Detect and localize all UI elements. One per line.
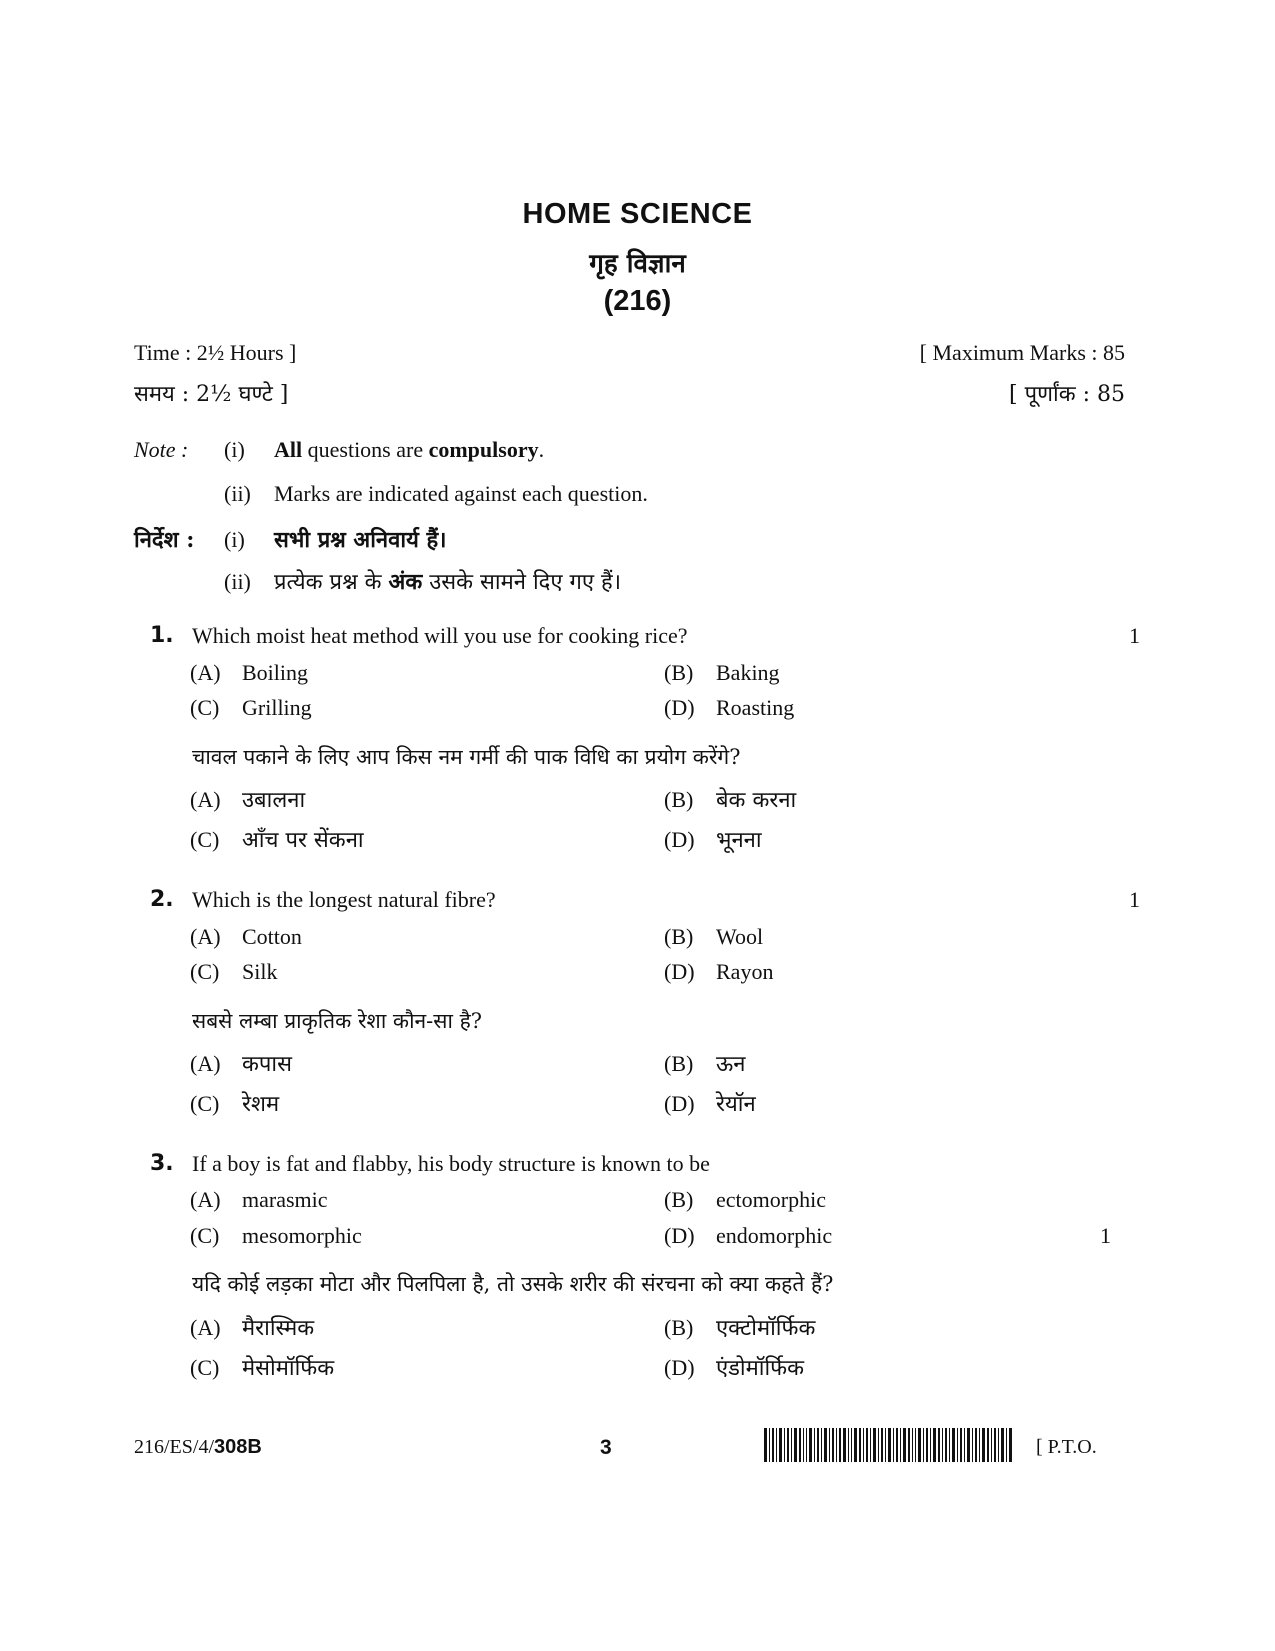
time-en: Time : 2½ Hours ] [134,340,297,365]
option-b: (B) ectomorphic [664,1187,826,1212]
option-c: (C) Grilling [190,695,312,720]
note-num: (i) [224,437,245,462]
note-text: questions are [302,437,429,462]
question-text: Which is the longest natural fibre? [192,887,496,912]
nirdesh-label: निर्देश : [134,527,195,553]
option-d-hindi: (D) एंडोमॉर्फिक [664,1355,805,1381]
max-marks-hi: [ पूर्णांक : 85 [1009,382,1125,407]
option-c-hindi: (C) रेशम [190,1091,280,1117]
nirdesh-text: प्रत्येक प्रश्न के [274,570,389,595]
question-marks: 1 [1129,887,1140,912]
option-c-hindi: (C) आँच पर सेंकना [190,827,364,853]
option-d: (D) Rayon [664,959,774,984]
note-item-1 [134,437,544,463]
option-b: (B) Baking [664,660,780,685]
question-1 [150,623,1140,651]
option-d-hindi: (D) रेयॉन [664,1091,756,1117]
question-number: 3. [150,1151,174,1176]
nirdesh-text: सभी प्रश्न अनिवार्य हैं। [274,527,447,553]
paper-title-hindi: गृह विज्ञान [589,249,686,279]
note-num: (ii) [224,481,251,506]
question-text: If a boy is fat and flabby, his body structure is known to be [192,1151,710,1176]
question-number: 1. [150,623,174,648]
question-marks: 1 [1129,623,1140,648]
note-item-2 [224,481,648,507]
note-bold: compulsory [428,437,539,462]
question-3 [150,1151,1140,1179]
question-number: 2. [150,887,174,912]
option-a-hindi: (A) कपास [190,1051,292,1077]
paper-title: HOME SCIENCE [522,198,753,230]
option-b-hindi: (B) बेक करना [664,787,797,813]
option-c: (C) mesomorphic [190,1223,362,1248]
option-b-hindi: (B) एक्टोमॉर्फिक [664,1315,816,1341]
page-number: 3 [600,1436,612,1459]
nirdesh-num: (i) [224,527,245,552]
question-marks: 1 [1100,1223,1111,1248]
barcode-icon [764,1428,1014,1462]
question-text-hindi: चावल पकाने के लिए आप किस नम गर्मी की पाक विधि का प्रयोग करेंगे? [192,745,741,769]
question-2 [150,887,1140,915]
option-b: (B) Wool [664,924,764,949]
nirdesh-num: (ii) [224,569,251,594]
option-d-hindi: (D) भूनना [664,827,762,853]
question-text-hindi: यदि कोई लड़का मोटा और पिलपिला है, तो उसके शरीर की संरचना को क्या कहते हैं? [192,1272,834,1296]
option-a: (A) marasmic [190,1187,328,1212]
question-text-hindi: सबसे लम्बा प्राकृतिक रेशा कौन-सा है? [192,1009,482,1033]
nirdesh-text: उसके सामने दिए गए हैं। [422,570,622,595]
nirdesh-item-2 [224,566,621,596]
paper-code: 216/ES/4/308B [134,1436,262,1458]
option-b-hindi: (B) ऊन [664,1051,746,1077]
time-hi: समय : 2½ घण्टे ] [134,382,289,407]
note-text: . [538,437,545,462]
option-a: (A) Cotton [190,924,302,949]
option-d: (D) endomorphic [664,1223,833,1248]
note-text: Marks are indicated against each question. [274,481,648,506]
max-marks-en: [ Maximum Marks : 85 [919,340,1125,365]
option-d: (D) Roasting [664,695,795,720]
option-a: (A) Boiling [190,660,309,685]
note-label: Note : [134,437,189,462]
option-a-hindi: (A) मैरास्मिक [190,1315,315,1341]
option-a-hindi: (A) उबालना [190,787,306,813]
option-c: (C) Silk [190,959,278,984]
nirdesh-item-1 [134,524,447,554]
note-bold: All [274,437,303,462]
question-text: Which moist heat method will you use for cooking rice? [192,623,688,648]
pto-label: [ P.T.O. [1036,1436,1097,1458]
subject-code: (216) [603,285,672,317]
option-c-hindi: (C) मेसोमॉर्फिक [190,1355,335,1381]
nirdesh-bold: अंक [388,569,423,595]
